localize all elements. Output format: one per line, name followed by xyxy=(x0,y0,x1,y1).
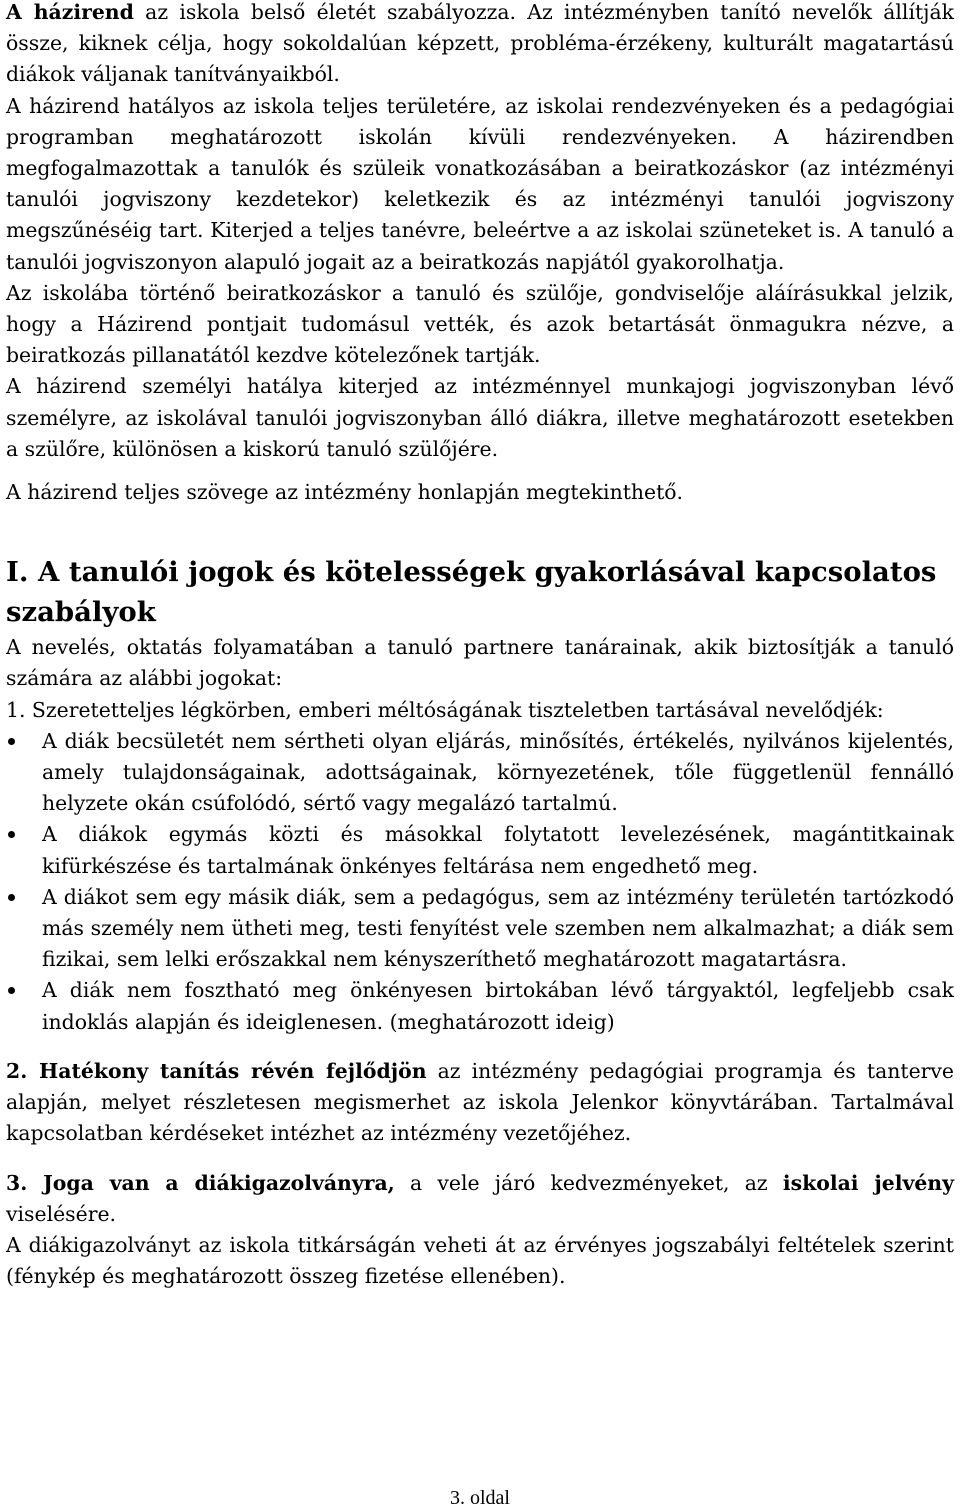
bullet-icon xyxy=(8,987,15,994)
item-3-paragraph-2: A diákigazolványt az iskola titkárságán veheti át az érvényes jogszabályi feltételek szerint (fénykép és meghatározott összeg fizetése ellenében). xyxy=(6,1232,954,1289)
document-page xyxy=(6,0,954,1292)
holiday-sentence: Kiterjed a teljes tanévre, beleértve a az iskolai szüneteket is. xyxy=(203,218,842,243)
intro-paragraph-4: A házirend személyi hatálya kiterjed az intézménnyel munkajogi jogviszonyban lévő személyre, az iskolával tanulói jogviszonyban álló diákra, illetve meghatározott esetekben a szülőre, különösen a kiskorú tanuló szülőjére. xyxy=(6,374,954,461)
rights-sentence: A tanuló a tanulói jogviszonyon alapuló jogait az a beiratkozás napjától gyakorolhatja. xyxy=(6,218,954,274)
list-item xyxy=(6,819,954,881)
bullet-text: A diák nem fosztható meg önkényesen birtokában lévő tárgyaktól, legfeljebb csak indoklás alapján és ideiglenesen. (meghatározott ideig) xyxy=(42,978,954,1034)
item-2-text: az intézmény pedagógiai programja és tanterve alapján, melyet részletesen megismerhet az iskola Jelenkor könyvtárában. Tartalmával kapcsolatban kérdéseket intézhet az intézmény vezetőjéhez. xyxy=(6,1058,954,1146)
rights-bullet-list xyxy=(6,726,954,1038)
item-3-text: a vele járó kedvezményeket, az xyxy=(394,1170,783,1195)
item-2-paragraph xyxy=(6,1056,954,1150)
item-3-bold-badge: iskolai jelvény xyxy=(782,1170,954,1195)
validity-sentence: A házirendben megfogalmazottak a tanulók és szüleik vonatkozásában a beiratkozáskor (az intézményi tanulói jogviszony kezdetekor) keletkezik és az intézményi tanulói jogviszony megszűnéséig tart. xyxy=(6,124,954,243)
item-1-title: 1. Szeretetteljes légkörben, emberi méltóságának tiszteletben tartásával nevelődjék: xyxy=(6,697,884,722)
section-lead: A nevelés, oktatás folyamatában a tanuló partnere tanárainak, akik biztosítják a tanuló számára az alábbi jogokat: xyxy=(6,635,954,691)
bullet-text: A diákok egymás közti és másokkal folytatott levelezésének, magántitkainak kifürkészése és tartalmának önkényes feltárása nem engedhető meg. xyxy=(42,822,954,878)
bullet-icon xyxy=(8,894,15,901)
item-3-paragraph xyxy=(6,1168,954,1230)
bullet-text: A diák becsületét nem sértheti olyan eljárás, minősítés, értékelés, nyilvános kijelentés, amely tulajdonságainak, adottságainak, környezetének, tőle függetlenül fennálló helyzete okán csúfolódó, sértő vagy megalázó tartalmú. xyxy=(42,728,954,816)
intro-paragraph-2 xyxy=(6,91,954,278)
intro-paragraph-3: Az iskolába történő beiratkozáskor a tanuló és szülője, gondviselője aláírásukkal jelzik, hogy a Házirend pontjait tudomásul vették, és azok betartását önmagukra nézve, a beiratkozás pillanatától kezdve kötelezőnek tartják. xyxy=(6,280,954,368)
intro-text: az iskola belső életét szabályozza. Az intézményben tanító nevelők állítják össze, kiknek célja, hogy sokoldalúan képzett, probléma-érzékeny, kulturált magatartású diákok váljanak tanítványaikból. xyxy=(6,0,954,87)
intro-bold-term: A házirend xyxy=(6,0,134,24)
intro-paragraph-5: A házirend teljes szövege az intézmény honlapján megtekinthető. xyxy=(6,480,684,505)
scope-sentence: A házirend hatályos az iskola teljes területére, az iskolai rendezvényeken és a pedagógiai programban meghatározott iskolán kívüli rendezvényeken. xyxy=(6,93,954,149)
list-item xyxy=(6,882,954,976)
list-item xyxy=(6,726,954,820)
list-item xyxy=(6,975,954,1037)
intro-paragraph-1 xyxy=(6,0,954,91)
bullet-icon xyxy=(8,738,15,745)
item-3-bold: 3. Joga van a diákigazolványra, xyxy=(6,1170,395,1195)
bullet-text: A diákot sem egy másik diák, sem a pedagógus, sem az intézmény területén tartózkodó más személy nem ütheti meg, testi fenyítést vele szemben nem alkalmazhat; a diák sem fizikai, sem lelki erőszakkal nem kényszeríthető meghatározott magatartásra. xyxy=(42,884,954,972)
page-number: 3. oldal xyxy=(450,1487,510,1509)
section-heading: I. A tanulói jogok és kötelességek gyakorlásával kapcsolatos szabályok xyxy=(6,556,937,629)
bullet-icon xyxy=(8,831,15,838)
item-3-end: viselésére. xyxy=(6,1201,116,1226)
item-2-bold: 2. Hatékony tanítás révén fejlődjön xyxy=(6,1058,427,1083)
